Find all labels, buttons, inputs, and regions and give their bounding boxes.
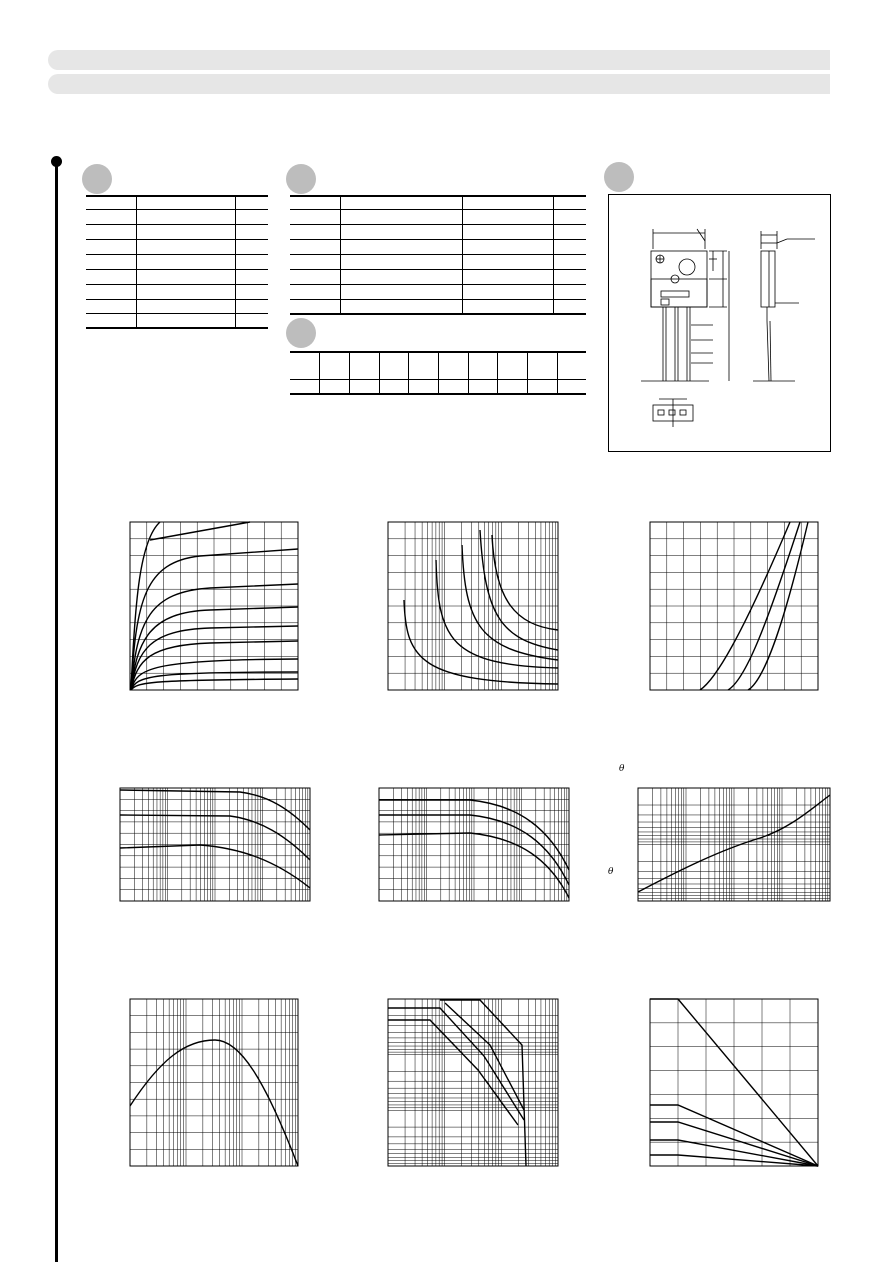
graph-frame	[388, 999, 558, 1166]
curve-ic-vce	[131, 659, 298, 690]
curve-ic-vce	[131, 607, 298, 690]
curve-vce-ib	[480, 530, 558, 650]
theta-symbol: θ	[619, 764, 625, 774]
curve-ic-vce	[131, 679, 298, 690]
curve-ic-vce	[131, 584, 298, 690]
curve-ic-vce	[150, 522, 250, 540]
theta-symbol: θ	[608, 867, 614, 877]
curve-ft-ie	[130, 1040, 298, 1166]
curve-soa	[440, 1000, 526, 1166]
curve-vce-ib	[462, 545, 558, 660]
curve-ic-vce	[131, 672, 298, 690]
curve-vce-ib	[492, 535, 558, 630]
curve-ic-vce	[131, 549, 298, 690]
curve-vce-ib	[404, 600, 558, 684]
